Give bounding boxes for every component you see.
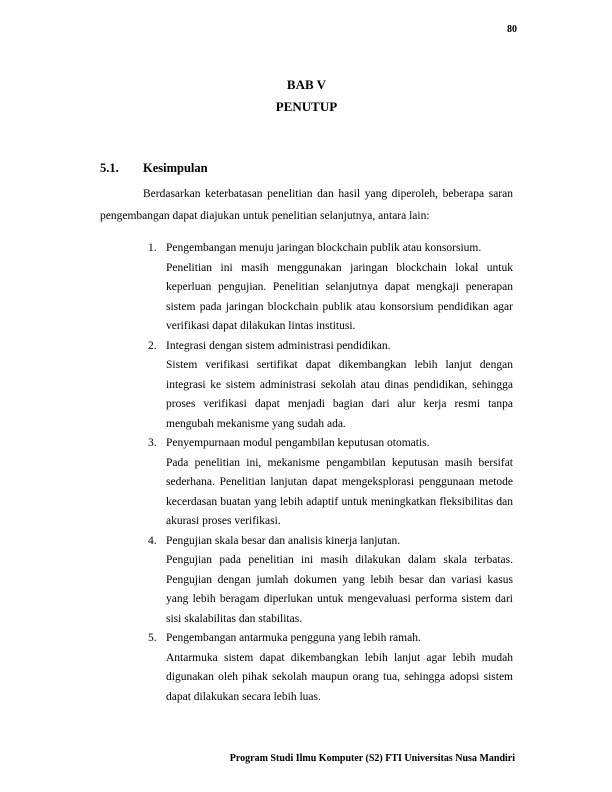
list-item: [148, 532, 513, 630]
list-item-text: [166, 337, 513, 435]
list-item-text: [166, 239, 513, 337]
list-item-title: Pengembangan antarmuka pengguna yang lebih ramah.: [166, 632, 421, 644]
chapter-title: [100, 74, 513, 118]
section-number: 5.1.: [100, 161, 119, 175]
list-item-text: [166, 434, 513, 532]
list-item-body: Antarmuka sistem dapat dikembangkan lebih lanjut agar lebih mudah digunakan oleh pihak sekolah maupun orang tua, sehingga adopsi sistem dapat dilakukan secara lebih luas.: [166, 651, 513, 703]
list-item-text: [166, 629, 513, 707]
intro-paragraph: Berdasarkan keterbatasan penelitian dan hasil yang diperoleh, beberapa saran pengembangan dapat diajukan untuk penelitian selanjutnya, antara lain:: [100, 188, 513, 222]
list-item-body: Penelitian ini masih menggunakan jaringan blockchain lokal untuk keperluan pengujian. Penelitian selanjutnya dapat mengkaji penerapan sistem pada jaringan blockchain publik atau konsorsium pendidikan agar verifikasi dapat dilakukan lintas institusi.: [166, 261, 513, 332]
list-item-title: Pengujian skala besar dan analisis kinerja lanjutan.: [166, 534, 401, 547]
chapter-title-line1: BAB V: [286, 77, 327, 92]
list-item-number: 1.: [148, 242, 157, 254]
list-item-body: Sistem verifikasi sertifikat dapat dikembangkan lebih lanjut dengan integrasi ke sistem administrasi sekolah atau dinas pendidikan, sehingga proses verifikasi dapat menjadi bagian dari alur kerja resmi tanpa mengubah mekanisme yang sudah ada.: [166, 359, 513, 430]
list-item-number: 2.: [148, 339, 157, 352]
list-item-title: Penyempurnaan modul pengambilan keputusan otomatis.: [166, 437, 430, 449]
section-heading: [100, 158, 513, 178]
list-item-title: Pengembangan menuju jaringan blockchain publik atau konsorsium.: [166, 242, 482, 254]
list-item: [148, 629, 513, 707]
list-item: [148, 337, 513, 435]
list-item-text: [166, 532, 513, 630]
suggestion-list: [100, 239, 513, 707]
chapter-title-line2: PENUTUP: [275, 99, 338, 114]
list-item-body: Pada penelitian ini, mekanisme pengambilan keputusan masih bersifat sederhana. Penelitian lanjutan dapat mengeksplorasi penggunaan metode kecerdasan buatan yang lebih adaptif untuk meningkatkan fleksibilitas dan akurasi proses verifikasi.: [166, 456, 513, 527]
list-item: [148, 239, 513, 337]
list-item-title: Integrasi dengan sistem administrasi pendidikan.: [166, 339, 391, 352]
section-title: Kesimpulan: [143, 161, 208, 175]
page-number: 80: [507, 24, 517, 35]
list-item: [148, 434, 513, 532]
list-item-number: 5.: [148, 632, 157, 644]
list-item-number: 4.: [148, 534, 157, 547]
footer-text: Program Studi Ilmu Komputer (S2) FTI Universitas Nusa Mandiri: [229, 753, 515, 764]
list-item-body: Pengujian pada penelitian ini masih dilakukan dalam skala terbatas. Pengujian dengan jumlah dokumen yang lebih besar dan variasi kasus yang lebih beragam diperlukan untuk mengevaluasi performa sistem dari sisi skalabilitas dan stabilitas.: [166, 554, 513, 625]
list-item-number: 3.: [148, 437, 157, 449]
page-content: [100, 74, 513, 707]
